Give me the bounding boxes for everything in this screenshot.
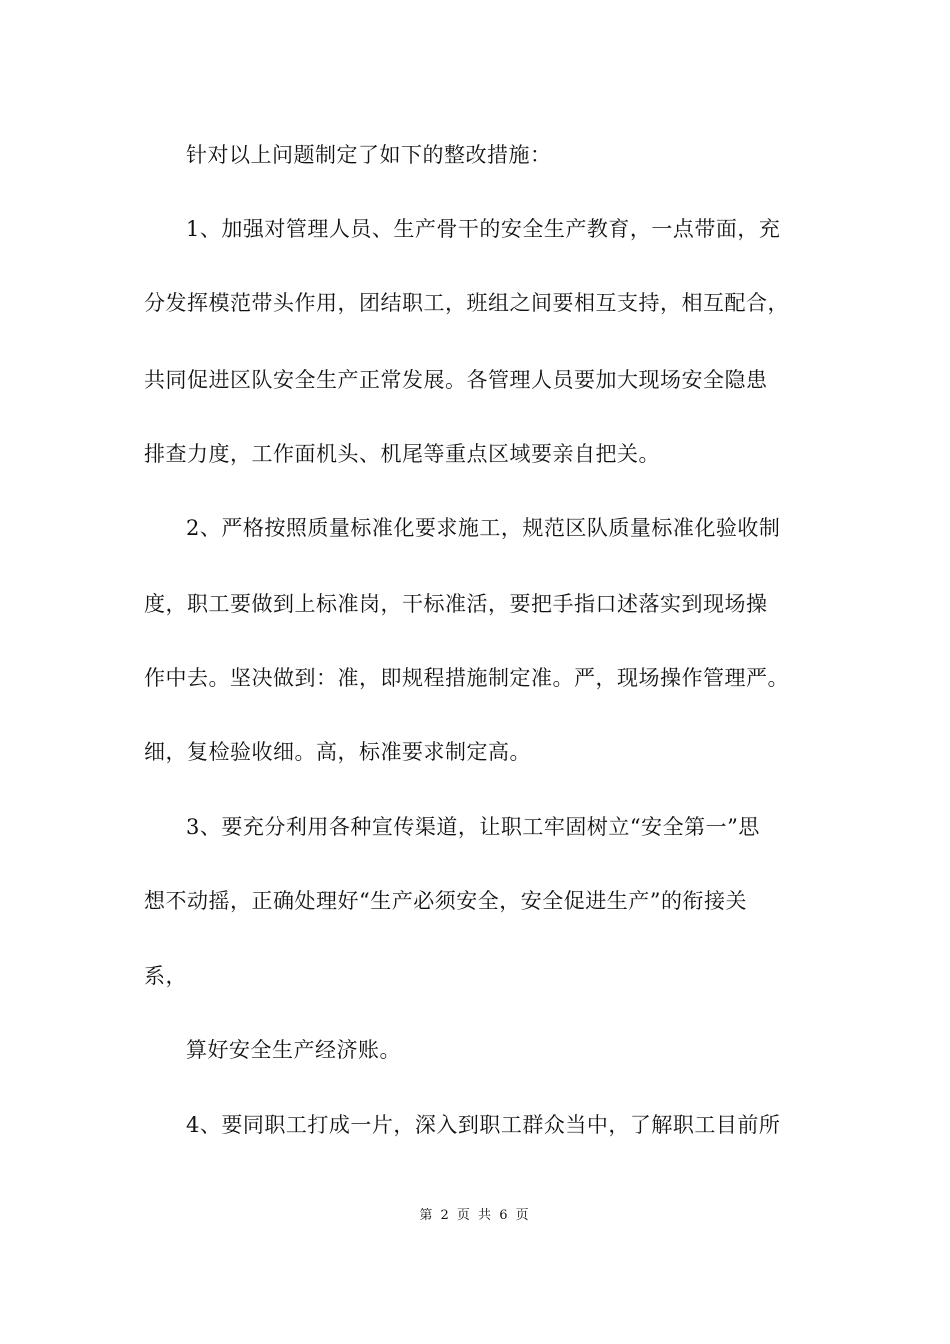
paragraph-2-line-3: 作中去。坚决做到：准，即规程措施制定准。严，现场操作管理严。 — [144, 666, 789, 690]
paragraph-1-line-1: 1、加强对管理人员、生产骨干的安全生产教育，一点带面，充 — [186, 217, 781, 241]
paragraph-2-line-4: 细，复检验收细。高，标准要求制定高。 — [144, 740, 531, 764]
paragraph-4-line-1: 4、要同职工打成一片，深入到职工群众当中，了解职工目前所 — [186, 1113, 781, 1137]
page-footer — [0, 1207, 950, 1225]
paragraph-2-line-1: 2、严格按照质量标准化要求施工，规范区队质量标准化验收制 — [186, 516, 781, 540]
paragraph-2-line-2: 度，职工要做到上标准岗，干标准活，要把手指口述落实到现场操 — [144, 592, 768, 616]
paragraph-intro-line-1: 针对以上问题制定了如下的整改措施： — [186, 143, 552, 167]
paragraph-3-line-3: 系， — [144, 964, 187, 988]
paragraph-1-line-3: 共同促进区队安全生产正常发展。各管理人员要加大现场安全隐患 — [144, 368, 768, 392]
paragraph-1-line-2: 分发挥模范带头作用，团结职工，班组之间要相互支持，相互配合， — [144, 291, 789, 315]
page-number-label: 第 2 页 共 6 页 — [419, 1208, 531, 1223]
paragraph-1-line-4: 排查力度，工作面机头、机尾等重点区域要亲自把关。 — [144, 442, 660, 466]
paragraph-3-line-2: 想不动摇，正确处理好“生产必须安全，安全促进生产”的衔接关 — [144, 889, 747, 913]
paragraph-3-continuation-line: 算好安全生产经济账。 — [186, 1038, 401, 1062]
paragraph-3-line-1: 3、要充分利用各种宣传渠道，让职工牢固树立“安全第一”思 — [186, 815, 760, 839]
